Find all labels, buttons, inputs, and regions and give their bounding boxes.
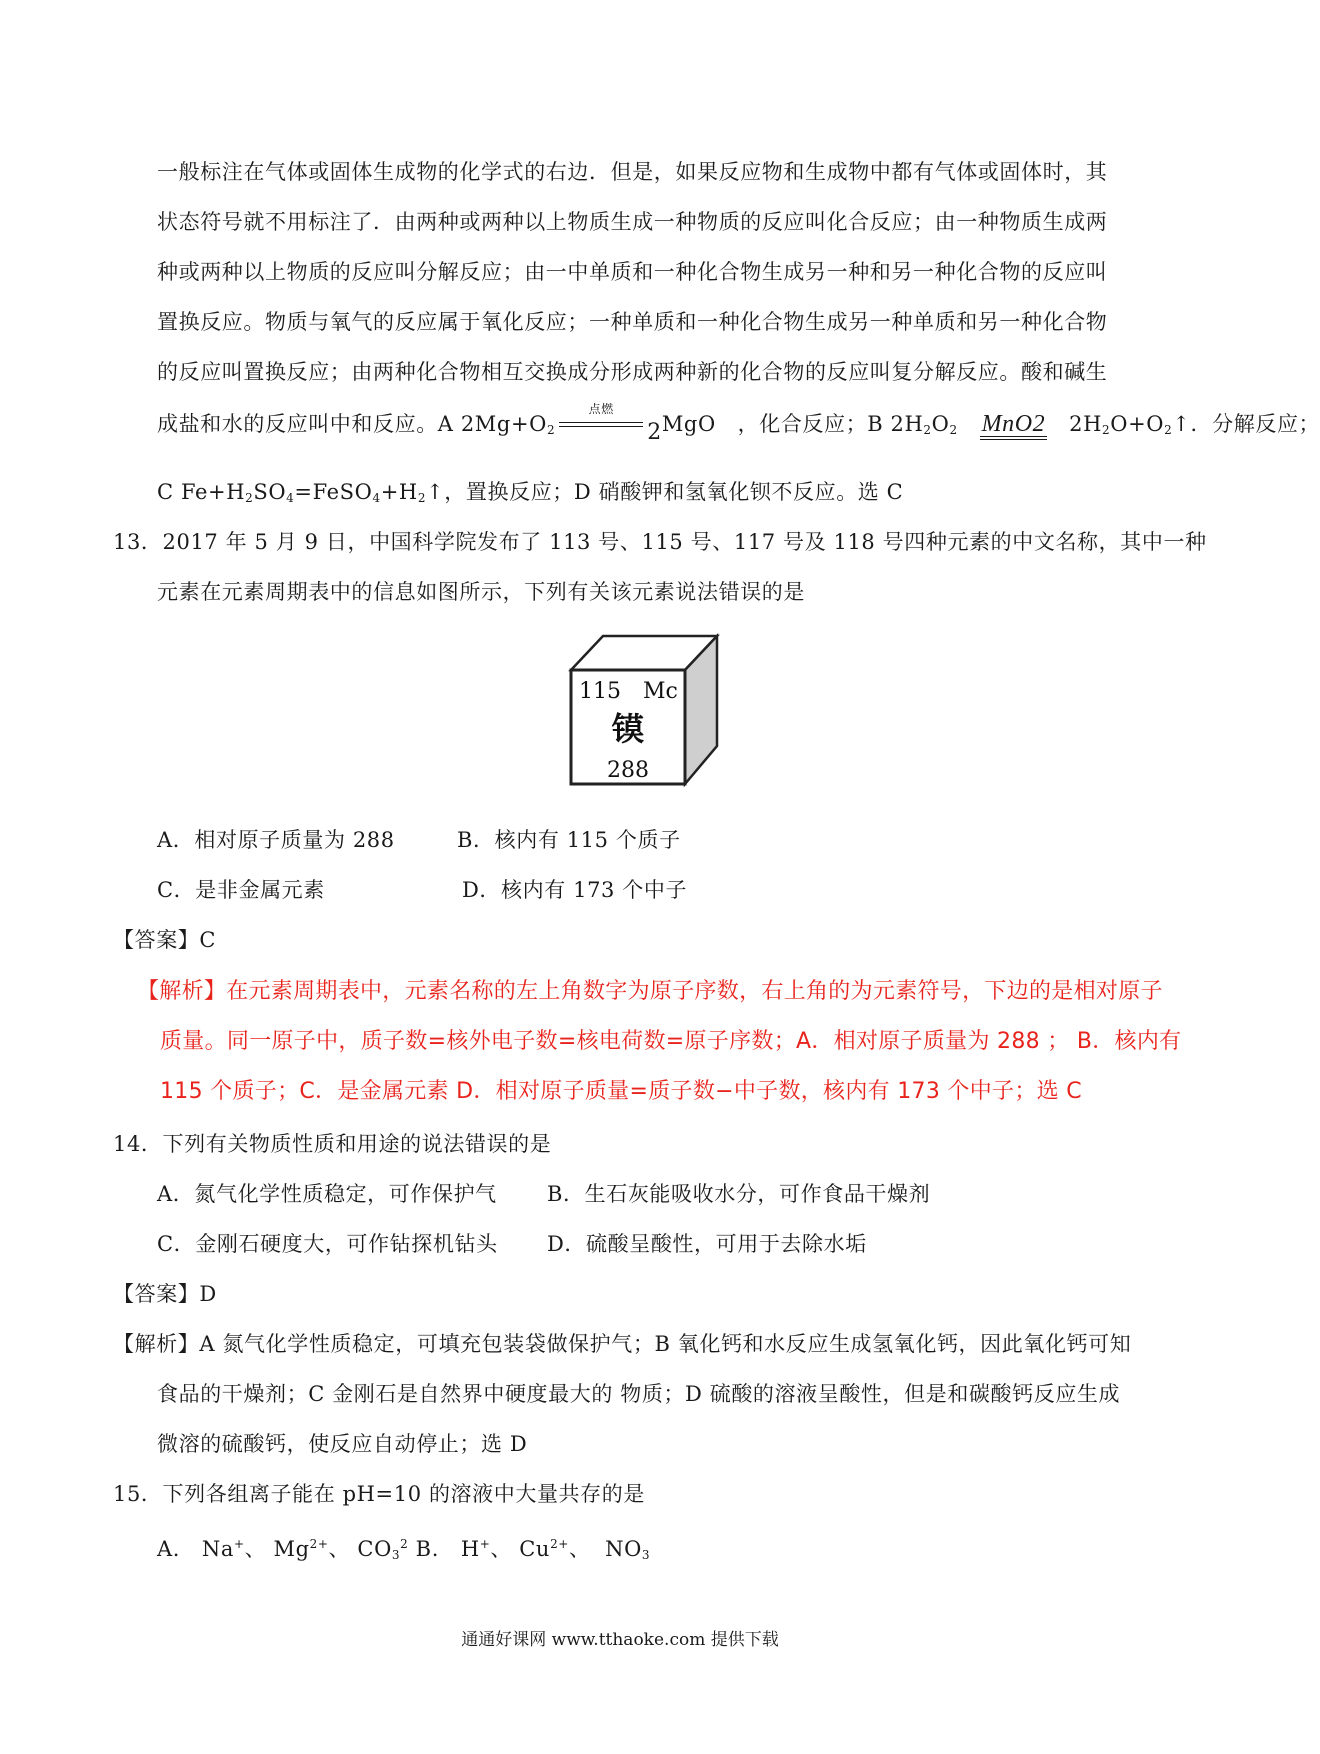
analysis-line: 食品的干燥剂；C 金刚石是自然界中硬度最大的 物质；D 硫酸的溶液呈酸性，但是和碳酸钙反应生成 bbox=[157, 1382, 1121, 1406]
element-name: 镆 bbox=[611, 710, 645, 748]
answer-label: 【答案】D bbox=[113, 1282, 217, 1306]
subscript: 2 bbox=[546, 423, 556, 437]
paragraph-line: 一般标注在气体或固体生成物的化学式的右边．但是，如果反应物和生成物中都有气体或固体时，其 bbox=[157, 160, 1108, 184]
question-15-stem: 15．下列各组离子能在 pH=10 的溶液中大量共存的是 bbox=[113, 1482, 645, 1506]
analysis-line: 115 个质子；C．是金属元素 D．相对原子质量=质子数−中子数，核内有 173 个中子；选 C bbox=[160, 1079, 1082, 1104]
question-13-stem: 元素在元素周期表中的信息如图所示，下列有关该元素说法错误的是 bbox=[157, 580, 805, 604]
option-d: D．硫酸呈酸性，可用于去除水垢 bbox=[547, 1232, 867, 1256]
text: =FeSO bbox=[294, 480, 373, 504]
reaction-condition-arrow bbox=[555, 402, 647, 438]
text: C Fe+H bbox=[157, 480, 246, 504]
analysis-line: 【解析】在元素周期表中，元素名称的左上角数字为原子序数，右上角的为元素符号，下边的是相对原子 bbox=[137, 979, 1163, 1004]
equation-line-c bbox=[157, 478, 903, 512]
subscript: 2 bbox=[949, 423, 958, 437]
paragraph-line: 状态符号就不用标注了．由两种或两种以上物质生成一种物质的反应叫化合反应；由一种物质生成两 bbox=[157, 210, 1108, 234]
catalyst-label: MnO2 bbox=[980, 412, 1048, 440]
condition-label: 点燃 bbox=[588, 402, 614, 416]
equals-bars bbox=[559, 422, 643, 427]
subscript: 4 bbox=[372, 491, 381, 505]
equation-tail: ↑．分解反应； bbox=[1172, 412, 1320, 436]
equation-result: 2H bbox=[1069, 412, 1102, 436]
text: +H bbox=[380, 480, 418, 504]
element-symbol: Mc bbox=[643, 679, 678, 704]
page-footer: 通通好课网 www.tthaoke.com 提供下载 bbox=[461, 1630, 779, 1650]
question-15-options: A. Na+、 $Mg^{2+}$、 $CO_3^2$ B. H+、 $Cu^{2+}$、 $NO_3$ bbox=[157, 1537, 651, 1562]
product: MgO bbox=[661, 412, 716, 436]
subscript: 4 bbox=[286, 491, 295, 505]
equation-mid: ，化合反应；B 2H bbox=[737, 412, 924, 436]
analysis-line: 微溶的硫酸钙，使反应自动停止；选 D bbox=[157, 1432, 528, 1456]
atomic-mass: 288 bbox=[607, 758, 649, 783]
subscript: 2 bbox=[245, 491, 254, 505]
option-b: B．核内有 115 个质子 bbox=[457, 828, 681, 852]
subscript: 2 bbox=[1164, 423, 1173, 437]
text: SO bbox=[253, 480, 287, 504]
paragraph-line: 的反应叫置换反应；由两种化合物相互交换成分形成两种新的化合物的反应叫复分解反应。酸和碱生 bbox=[157, 360, 1108, 384]
atomic-number: 115 bbox=[579, 679, 621, 704]
analysis-line: 质量。同一原子中，质子数=核外电子数=核电荷数=原子序数；A．相对原子质量为 288 ； B．核内有 bbox=[160, 1029, 1182, 1054]
equation-line: 成盐和水的反应叫中和反应。A $2Mg+O_2$ 点燃 2MgO ，化合反应；B $2H_2O_2$ MnO2 $2H_2O+O_2↑$．分解反应； bbox=[157, 402, 1320, 445]
element-cell-figure bbox=[565, 622, 725, 792]
option-d: D．核内有 173 个中子 bbox=[462, 878, 688, 902]
paragraph-line: 置换反应。物质与氧气的反应属于氧化反应；一种单质和一种化合物生成另一种单质和另一种化合物 bbox=[157, 310, 1108, 334]
question-13-stem: 13．2017 年 5 月 9 日，中国科学院发布了 113 号、115 号、117 号及 118 号四种元素的中文名称，其中一种 bbox=[113, 530, 1207, 554]
equation-lead: 成盐和水的反应叫中和反应。A 2Mg+O bbox=[157, 412, 547, 436]
subscript: 2 bbox=[417, 491, 427, 505]
option-a: A．相对原子质量为 288 bbox=[157, 828, 395, 852]
option-c: C．金刚石硬度大，可作钻探机钻头 bbox=[157, 1232, 498, 1256]
question-14-stem: 14．下列有关物质性质和用途的说法错误的是 bbox=[113, 1132, 552, 1156]
paragraph-line: 种或两种以上物质的反应叫分解反应；由一中单质和一种化合物生成另一种和另一种化合物的反应叫 bbox=[157, 260, 1108, 284]
subscript: 2 bbox=[1102, 423, 1111, 437]
text: ↑，置换反应；D 硝酸钾和氢氧化钡不反应。选 C bbox=[426, 480, 904, 504]
answer-label: 【答案】C bbox=[113, 928, 217, 952]
option-c: C．是非金属元素 bbox=[157, 878, 325, 902]
analysis-line: 【解析】A 氮气化学性质稳定，可填充包装袋做保护气；B 氧化钙和水反应生成氢氧化钙，因此氧化钙可知 bbox=[113, 1332, 1132, 1356]
option-b: B．生石灰能吸收水分，可作食品干燥剂 bbox=[547, 1182, 931, 1206]
option-a: A．氮气化学性质稳定，可作保护气 bbox=[157, 1182, 497, 1206]
subscript: 2 bbox=[923, 423, 932, 437]
coefficient-two: 2 bbox=[647, 420, 662, 445]
